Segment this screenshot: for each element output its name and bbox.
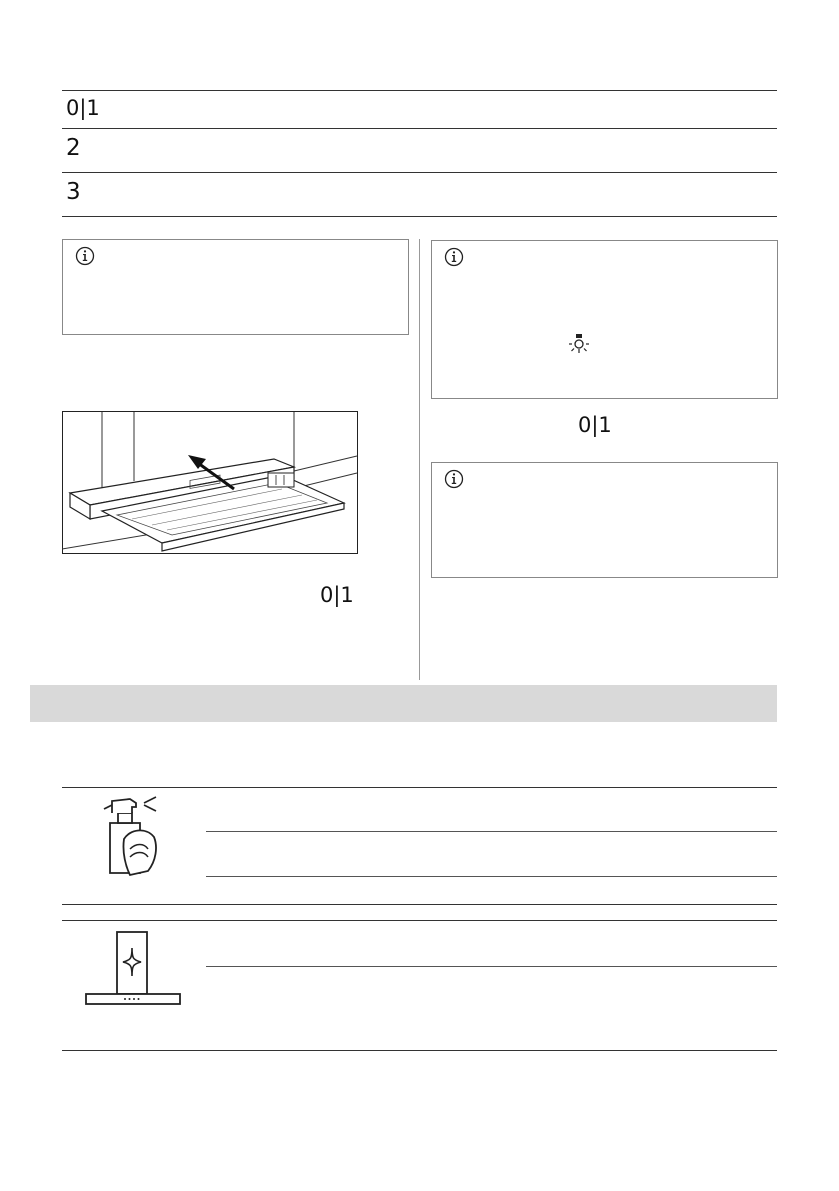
key-level-3: 3 bbox=[66, 179, 81, 205]
section-heading-bar bbox=[30, 685, 777, 722]
table-rule-top bbox=[62, 90, 777, 91]
info-icon bbox=[75, 246, 95, 266]
info-note-right-2 bbox=[431, 462, 778, 578]
sparkling-hood-icon bbox=[85, 930, 181, 1006]
key-on-off: 0|1 bbox=[66, 96, 100, 120]
on-off-symbol-left: 0|1 bbox=[320, 583, 354, 607]
info-note-left bbox=[62, 239, 409, 335]
hood-extend-illustration bbox=[62, 411, 358, 554]
info-icon bbox=[444, 247, 464, 267]
cleaning-table-rule bbox=[206, 876, 777, 877]
cleaning-table-rule bbox=[62, 920, 777, 921]
cleaning-table-rule bbox=[62, 904, 777, 905]
column-divider bbox=[419, 239, 420, 680]
light-bulb-icon bbox=[568, 333, 590, 355]
info-note-right-1 bbox=[431, 240, 778, 399]
cleaning-table-rule bbox=[206, 966, 777, 967]
key-level-2: 2 bbox=[66, 135, 81, 161]
spray-and-cloth-icon bbox=[100, 793, 162, 877]
table-rule bbox=[62, 128, 777, 129]
on-off-symbol-right: 0|1 bbox=[578, 413, 612, 437]
cleaning-table-rule-bottom bbox=[62, 1050, 777, 1051]
cleaning-table-rule-top bbox=[62, 787, 777, 788]
table-rule-bottom bbox=[62, 216, 777, 217]
table-rule bbox=[62, 172, 777, 173]
info-icon bbox=[444, 469, 464, 489]
cleaning-table-rule bbox=[206, 831, 777, 832]
